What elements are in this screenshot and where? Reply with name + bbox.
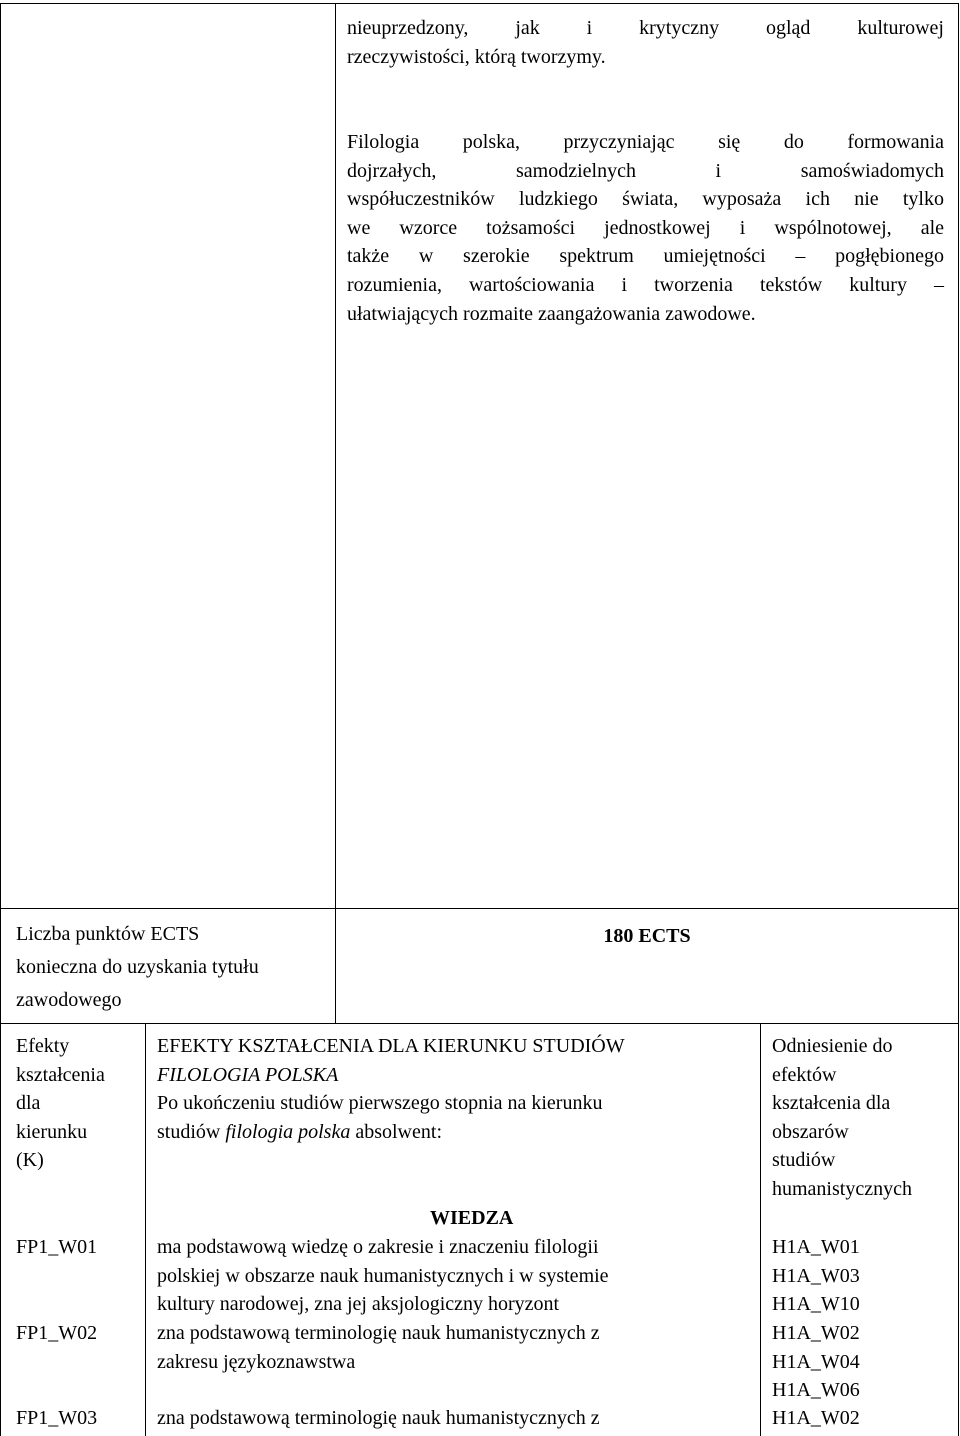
- intro-line: rozumienia, wartościowania i tworzenia tekstów kultury –: [347, 273, 944, 296]
- outcome-code: FP1_W03: [16, 1407, 98, 1429]
- outcomes-title-header: EFEKTY KSZTAŁCENIA DLA KIERUNKU STUDIÓW FILOLOGIA POLSKA Po ukończeniu studiów pierwszego stopnia na kierunku studiów filologia polska absolwent:: [157, 1035, 625, 1143]
- top-border: [0, 3, 959, 4]
- intro-line: także w szerokie spektrum umiejętności – pogłębionego: [347, 245, 944, 268]
- intro-line: ułatwiających rozmaite zaangażowania zawodowe.: [347, 302, 756, 325]
- intro-line: współuczestników ludzkiego świata, wyposaża ich nie tylko: [347, 188, 944, 211]
- intro-line: we wzorce tożsamości jednostkowej i wspólnotowej, ale: [347, 216, 944, 239]
- outcomes-refs-header: Odniesienie do efektów kształcenia dla obszarów studiów humanistycznych: [772, 1035, 912, 1200]
- ects-value: 180 ECTS: [603, 925, 691, 947]
- right-border: [958, 3, 959, 1436]
- intro-line: nieuprzedzony, jak i krytyczny ogląd kulturowej: [347, 17, 944, 39]
- outcomes-header-top-border: [0, 1023, 959, 1024]
- intro-line: dojrzałych, samodzielnych i samoświadomych: [347, 159, 944, 182]
- ects-label: Liczba punktów ECTS konieczna do uzyskania tytułu zawodowego: [16, 923, 259, 1011]
- outcomes-code-header: Efekty kształcenia dla kierunku (K): [16, 1035, 105, 1172]
- outcome-description: zna podstawową terminologię nauk humanistycznych z zakresu językoznawstwa: [157, 1322, 600, 1373]
- outcome-code: FP1_W02: [16, 1322, 98, 1344]
- outcome-description: ma podstawową wiedzę o zakresie i znaczeniu filologii polskiej w obszarze nauk humanistycznych i w systemie kultury narodowej, zna jej aksjologiczny horyzont: [157, 1236, 609, 1316]
- intro-paragraph-1: [347, 14, 944, 71]
- outcome-refs: H1A_W02: [772, 1407, 860, 1429]
- column-divider-top: [335, 3, 336, 1023]
- outcome-refs: H1A_W02 H1A_W04 H1A_W06: [772, 1322, 860, 1402]
- column-divider-refs: [760, 1023, 761, 1436]
- column-divider-code: [145, 1023, 146, 1436]
- outcome-description: zna podstawową terminologię nauk humanistycznych z: [157, 1407, 600, 1429]
- section-title-wiedza: WIEDZA: [430, 1207, 514, 1229]
- intro-line: Filologia polska, przyczyniając się do formowania: [347, 131, 944, 153]
- outcome-refs: H1A_W01 H1A_W03 H1A_W10: [772, 1236, 860, 1316]
- ects-row-top-border: [0, 908, 959, 909]
- intro-line: rzeczywistości, którą tworzymy.: [347, 45, 606, 68]
- outcome-code: FP1_W01: [16, 1236, 98, 1258]
- left-border: [0, 3, 1, 1436]
- intro-paragraph-2: [347, 128, 944, 328]
